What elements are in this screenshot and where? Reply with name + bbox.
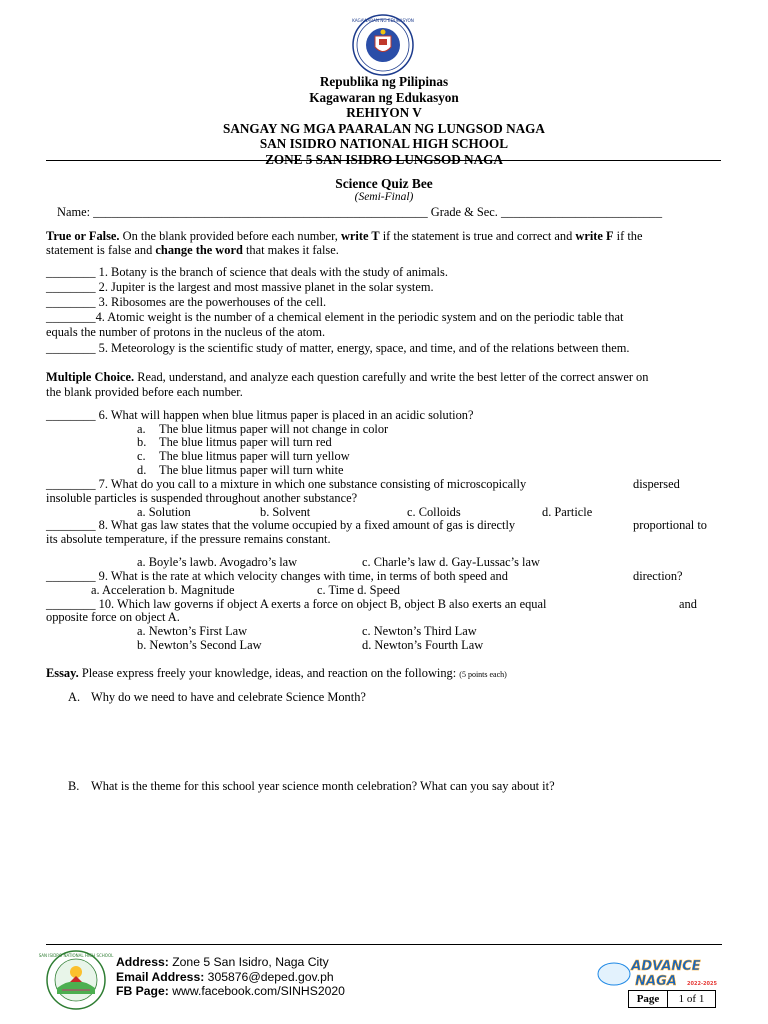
mc-question-9[interactable]: ________ 9. What is the rate at which velocity changes with time, in terms of both speed and	[46, 569, 508, 583]
q6-option-b-letter: b.	[137, 435, 147, 449]
fb-link[interactable]: www.facebook.com/SINHS2020	[168, 984, 345, 998]
tf-item-4[interactable]: ________4. Atomic weight is the number of a chemical element in the periodic system and on the periodic table that	[46, 310, 624, 324]
mc-question-9-tail: direction?	[633, 569, 683, 583]
seal-text: KAGAWARAN NG EDUKASYON	[352, 18, 414, 23]
page-value: 1 of 1	[678, 993, 705, 1005]
name-grade-line[interactable]: Name: ______________________________________________________ Grade & Sec. __________________________	[57, 205, 663, 219]
q8-options-ab: a. Boyle’s lawb. Avogadro’s law	[137, 555, 298, 569]
tf-instructions-line-1	[46, 229, 642, 243]
q10-option-b: b. Newton’s Second Law	[137, 638, 262, 652]
q7-option-b: b. Solvent	[260, 505, 311, 519]
advance-naga-logo	[594, 954, 724, 990]
footer-address	[116, 955, 329, 970]
tf-write-t: write T	[340, 229, 380, 243]
essay-instr-text: Please express freely your knowledge, ideas, and reaction on the following:	[78, 666, 460, 680]
school-logo-text: SAN ISIDRO NATIONAL HIGH SCHOOL	[38, 953, 114, 958]
tf-instr-text: if the statement is true and correct and	[379, 229, 576, 243]
tf-write-f: write F	[575, 229, 614, 243]
q9-options-ab: a. Acceleration b. Magnitude	[91, 583, 235, 597]
q6-option-b: The blue litmus paper will turn red	[159, 435, 332, 449]
mc-question-7-tail: dispersed	[633, 477, 680, 491]
mc-question-8-continued: its absolute temperature, if the pressure remains constant.	[46, 532, 331, 546]
page-number-box	[628, 990, 716, 1008]
deped-seal-logo	[342, 14, 424, 76]
mc-question-10-continued: opposite force on object A.	[46, 610, 180, 624]
q6-option-a: The blue litmus paper will not change in color	[159, 422, 389, 436]
tf-item-2[interactable]: ________ 2. Jupiter is the largest and most massive planet in the solar system.	[46, 280, 434, 294]
mc-instructions-line-2: the blank provided before each number.	[46, 385, 243, 399]
header-line-1: Republika ng Pilipinas	[319, 74, 449, 89]
q10-option-d: d. Newton’s Fourth Law	[362, 638, 484, 652]
mc-question-10[interactable]: ________ 10. Which law governs if object A exerts a force on object B, object B also exerts an equal	[46, 597, 547, 611]
email-value[interactable]: 305876@deped.gov.ph	[204, 970, 334, 984]
mc-question-6[interactable]: ________ 6. What will happen when blue litmus paper is placed in an acidic solution?	[46, 408, 474, 422]
page-subtitle: (Semi-Final)	[354, 191, 414, 203]
tf-instr-text: that makes it false.	[242, 243, 339, 257]
q7-option-c: c. Colloids	[407, 505, 461, 519]
tf-instr-text: if the	[613, 229, 643, 243]
footer-divider	[46, 944, 722, 945]
tf-heading: True or False.	[46, 229, 120, 243]
essay-points: (5 points each)	[459, 670, 507, 679]
advance-years: 2022-2025	[687, 981, 717, 987]
essay-instructions	[46, 666, 507, 682]
q8-options-cd: c. Charle’s law d. Gay-Lussac’s law	[362, 555, 540, 569]
tf-item-1[interactable]: ________ 1. Botany is the branch of science that deals with the study of animals.	[46, 265, 448, 279]
essay-question-b-letter: B.	[68, 779, 80, 793]
footer-fb	[116, 984, 345, 999]
page-title: Science Quiz Bee	[335, 176, 433, 191]
q6-option-a-letter: a.	[137, 422, 146, 436]
school-logo	[38, 950, 114, 1010]
tf-instr-text: statement is false and	[46, 243, 156, 257]
q7-option-a: a. Solution	[137, 505, 191, 519]
essay-question-a: Why do we need to have and celebrate Science Month?	[91, 690, 366, 704]
naga-text: NAGA	[635, 974, 677, 989]
mc-instructions-line-1	[46, 370, 648, 384]
header-divider	[46, 160, 721, 161]
mc-question-10-tail: and	[679, 597, 697, 611]
tf-item-3[interactable]: ________ 3. Ribosomes are the powerhouses of the cell.	[46, 295, 327, 309]
mc-question-8[interactable]: ________ 8. What gas law states that the volume occupied by a fixed amount of gas is directly	[46, 518, 516, 532]
essay-question-b: What is the theme for this school year science month celebration? What can you say about it?	[91, 779, 555, 793]
tf-change-word: change the word	[155, 243, 243, 257]
email-label: Email Address:	[116, 970, 205, 984]
footer-email	[116, 970, 334, 985]
q7-option-d: d. Particle	[542, 505, 593, 519]
header-line-3: REHIYON V	[346, 105, 422, 120]
tf-item-5[interactable]: ________ 5. Meteorology is the scientific study of matter, energy, space, and time, and of the relations between them.	[46, 341, 630, 355]
mc-question-8-tail: proportional to	[633, 518, 707, 532]
mc-question-7-continued: insoluble particles is suspended throughout another substance?	[46, 491, 358, 505]
q6-option-d-letter: d.	[137, 463, 147, 477]
mc-instr-text: Read, understand, and analyze each question carefully and write the best letter of the correct answer on	[134, 370, 649, 384]
mc-heading: Multiple Choice.	[46, 370, 135, 384]
tf-instr-text: On the blank provided before each number,	[119, 229, 341, 243]
q10-option-c: c. Newton’s Third Law	[362, 624, 477, 638]
header-line-4: SANGAY NG MGA PAARALAN NG LUNGSOD NAGA	[223, 120, 545, 136]
header-line-6: ZONE 5 SAN ISIDRO LUNGSOD NAGA	[265, 151, 503, 167]
tf-item-4-continued: equals the number of protons in the nucleus of the atom.	[46, 325, 326, 339]
q9-options-cd: c. Time d. Speed	[317, 583, 400, 597]
page-label: Page	[629, 991, 668, 1007]
q6-option-d: The blue litmus paper will turn white	[159, 463, 344, 477]
q10-option-a: a. Newton’s First Law	[137, 624, 248, 638]
header-line-2: Kagawaran ng Edukasyon	[309, 89, 459, 105]
header-block	[0, 74, 768, 167]
q6-option-c-letter: c.	[137, 449, 146, 463]
fb-label: FB Page:	[116, 984, 169, 998]
tf-instructions-line-2	[46, 243, 339, 257]
address-label: Address:	[116, 955, 169, 969]
advance-text: ADVANCE	[631, 959, 701, 974]
header-line-5: SAN ISIDRO NATIONAL HIGH SCHOOL	[259, 136, 509, 151]
essay-heading: Essay.	[46, 666, 79, 680]
essay-question-a-letter: A.	[68, 690, 81, 704]
q6-option-c: The blue litmus paper will turn yellow	[159, 449, 350, 463]
mc-question-7[interactable]: ________ 7. What do you call to a mixture in which one substance consisting of microscopically	[46, 477, 527, 491]
address-value: Zone 5 San Isidro, Naga City	[168, 955, 329, 969]
